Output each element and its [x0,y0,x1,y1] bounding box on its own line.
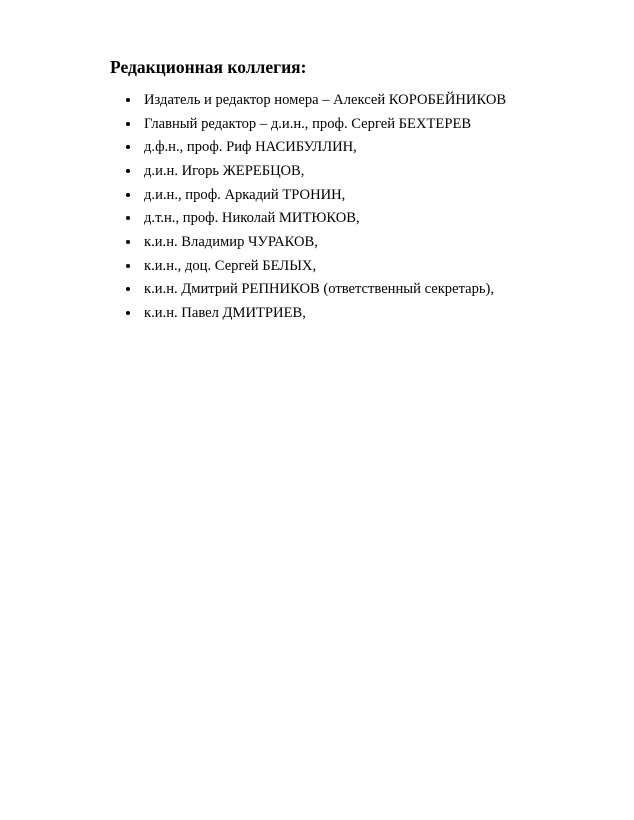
member-text: к.и.н. Владимир ЧУРАКОВ, [144,233,318,250]
list-item [118,278,598,302]
member-text: д.и.н. Игорь ЖЕРЕБЦОВ, [144,162,305,179]
list-item [118,159,598,183]
list-item [118,254,598,278]
bullet-icon [126,216,130,220]
bullet-icon [126,193,130,197]
list-item [118,206,598,230]
member-text: Главный редактор – д.и.н., проф. Сергей БЕХТЕРЕВ [144,115,472,132]
bullet-icon [126,169,130,173]
bullet-icon [126,287,130,291]
bullet-icon [126,311,130,315]
editorial-board-list [118,88,598,325]
bullet-icon [126,264,130,268]
member-text: д.ф.н., проф. Риф НАСИБУЛЛИН, [144,139,357,156]
member-text: д.т.н., проф. Николай МИТЮКОВ, [144,210,360,227]
member-text: к.и.н. Дмитрий РЕПНИКОВ (ответственный секретарь), [144,281,495,298]
list-item [118,135,598,159]
member-text: к.и.н. Павел ДМИТРИЕВ, [144,305,306,322]
list-item [118,183,598,207]
bullet-icon [126,98,130,102]
member-text: к.и.н., доц. Сергей БЕЛЫХ, [144,257,317,274]
list-item [118,301,598,325]
list-item [118,112,598,136]
member-text: Издатель и редактор номера – Алексей КОРОБЕЙНИКОВ [144,91,507,108]
bullet-icon [126,122,130,126]
bullet-icon [126,240,130,244]
editorial-board-heading: Редакционная коллегия: [110,57,307,77]
list-item [118,230,598,254]
bullet-icon [126,145,130,149]
list-item [118,88,598,112]
member-text: д.и.н., проф. Аркадий ТРОНИН, [144,186,346,203]
